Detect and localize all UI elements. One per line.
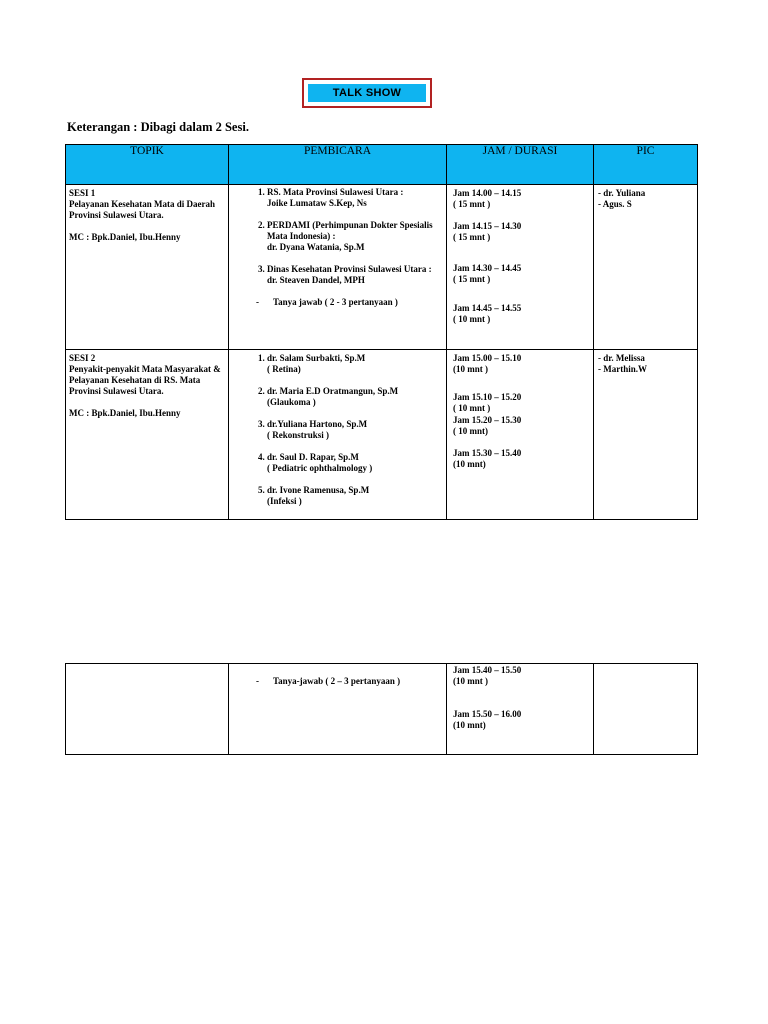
schedule-table — [65, 144, 698, 520]
qa-text: Tanya jawab ( 2 - 3 pertanyaan ) — [273, 297, 398, 307]
time-duration: ( 10 mnt) — [453, 426, 488, 436]
time-range: Jam 14.00 – 14.15 — [453, 188, 522, 198]
time-duration: ( 15 mnt ) — [453, 232, 491, 242]
jam-cell — [447, 350, 594, 520]
time-slot — [453, 392, 587, 414]
speaker-list — [229, 185, 446, 286]
pembicara-cell — [229, 185, 447, 350]
time-range: Jam 15.00 – 15.10 — [453, 353, 522, 363]
table-row-continued — [66, 664, 698, 755]
time-duration: (10 mnt) — [453, 720, 486, 730]
time-slot — [453, 303, 587, 325]
speaker-name: dr. Steaven Dandel, MPH — [267, 275, 365, 285]
time-slot — [453, 263, 587, 285]
table-row-sesi-2 — [66, 350, 698, 520]
time-range: Jam 15.10 – 15.20 — [453, 392, 522, 402]
time-range: Jam 14.45 – 14.55 — [453, 303, 522, 313]
time-duration: (10 mnt ) — [453, 676, 488, 686]
time-range: Jam 14.30 – 14.45 — [453, 263, 522, 273]
speaker-name: Joike Lumataw S.Kep, Ns — [267, 198, 367, 208]
table-header-row — [66, 145, 698, 185]
speaker-item — [267, 353, 446, 375]
pic-name: - Marthin.W — [598, 364, 647, 374]
speaker-item — [267, 485, 446, 507]
pic-cell — [594, 185, 698, 350]
time-slot — [453, 188, 587, 210]
time-slot — [453, 415, 587, 437]
session-label: SESI 2 — [69, 353, 96, 363]
time-duration: (10 mnt) — [453, 459, 486, 469]
pembicara-cell — [229, 350, 447, 520]
speaker-name: dr. Dyana Watania, Sp.M — [267, 242, 365, 252]
time-range: Jam 15.40 – 15.50 — [453, 665, 522, 675]
speaker-affiliation: 3. Dinas Kesehatan Provinsi Sulawesi Utara : — [267, 264, 432, 274]
qa-item: - Tanya-jawab ( 2 – 3 pertanyaan ) — [256, 676, 401, 686]
time-duration: ( 10 mnt ) — [453, 314, 491, 324]
pembicara-cell — [229, 664, 447, 755]
time-duration: ( 10 mnt ) — [453, 403, 491, 413]
talk-show-title: TALK SHOW — [308, 84, 426, 102]
pic-cell — [594, 350, 698, 520]
time-slot — [453, 221, 587, 243]
speaker-specialty: ( Retina) — [267, 364, 301, 374]
jam-cell — [447, 664, 594, 755]
schedule-table-continued — [65, 663, 698, 755]
keterangan-text: Keterangan : Dibagi dalam 2 Sesi. — [67, 120, 249, 134]
session-topic: Penyakit-penyakit Mata Masyarakat & Pelayanan Kesehatan di RS. Mata Provinsi Sulawesi Utara. — [69, 364, 221, 396]
speaker-name: 5. dr. Ivone Ramenusa, Sp.M — [267, 485, 370, 495]
speaker-item — [267, 419, 446, 441]
speaker-name: 1. dr. Salam Surbakti, Sp.M — [267, 353, 366, 363]
time-slot — [453, 709, 587, 731]
time-duration: ( 15 mnt ) — [453, 199, 491, 209]
session-label: SESI 1 — [69, 188, 96, 198]
time-slot — [453, 448, 587, 470]
time-slot — [453, 665, 587, 687]
speaker-name: 2. dr. Maria E.D Oratmangun, Sp.M — [267, 386, 399, 396]
speaker-item — [267, 264, 446, 286]
topik-cell — [66, 664, 229, 755]
header-jam-durasi: JAM / DURASI — [447, 145, 594, 185]
speaker-item — [267, 452, 446, 474]
header-pic: PIC — [594, 145, 698, 185]
time-range: Jam 15.50 – 16.00 — [453, 709, 522, 719]
speaker-specialty: ( Pediatric ophthalmology ) — [267, 463, 373, 473]
jam-cell — [447, 185, 594, 350]
table-row-sesi-1 — [66, 185, 698, 350]
talk-show-title-frame — [302, 78, 432, 108]
speaker-list — [229, 350, 446, 507]
speaker-item — [267, 220, 446, 253]
qa-item: - Tanya jawab ( 2 - 3 pertanyaan ) — [256, 297, 398, 307]
speaker-specialty: (Infeksi ) — [267, 496, 302, 506]
time-duration: ( 15 mnt ) — [453, 274, 491, 284]
speaker-specialty: (Glaukoma ) — [267, 397, 316, 407]
speaker-name: 4. dr. Saul D. Rapar, Sp.M — [267, 452, 359, 462]
speaker-item — [267, 386, 446, 408]
session-mc: MC : Bpk.Daniel, Ibu.Henny — [69, 408, 181, 418]
pic-name: - dr. Yuliana — [598, 188, 646, 198]
speaker-item — [267, 187, 446, 209]
session-mc: MC : Bpk.Daniel, Ibu.Henny — [69, 232, 181, 242]
speaker-specialty: ( Rekonstruksi ) — [267, 430, 330, 440]
time-range: Jam 15.20 – 15.30 — [453, 415, 522, 425]
qa-text: Tanya-jawab ( 2 – 3 pertanyaan ) — [273, 676, 401, 686]
time-duration: (10 mnt ) — [453, 364, 488, 374]
speaker-affiliation: 1. RS. Mata Provinsi Sulawesi Utara : — [267, 187, 404, 197]
pic-name: - Agus. S — [598, 199, 632, 209]
pic-cell — [594, 664, 698, 755]
time-slot — [453, 353, 587, 375]
speaker-name: 3. dr.Yuliana Hartono, Sp.M — [267, 419, 368, 429]
topik-cell — [66, 350, 229, 520]
header-pembicara: PEMBICARA — [229, 145, 447, 185]
session-topic: Pelayanan Kesehatan Mata di Daerah Provinsi Sulawesi Utara. — [69, 199, 215, 220]
topik-cell — [66, 185, 229, 350]
pic-name: - dr. Melissa — [598, 353, 645, 363]
time-range: Jam 14.15 – 14.30 — [453, 221, 522, 231]
time-range: Jam 15.30 – 15.40 — [453, 448, 522, 458]
speaker-affiliation: 2. PERDAMI (Perhimpunan Dokter Spesialis Mata Indonesia) : — [267, 220, 433, 241]
header-topik: TOPIK — [66, 145, 229, 185]
